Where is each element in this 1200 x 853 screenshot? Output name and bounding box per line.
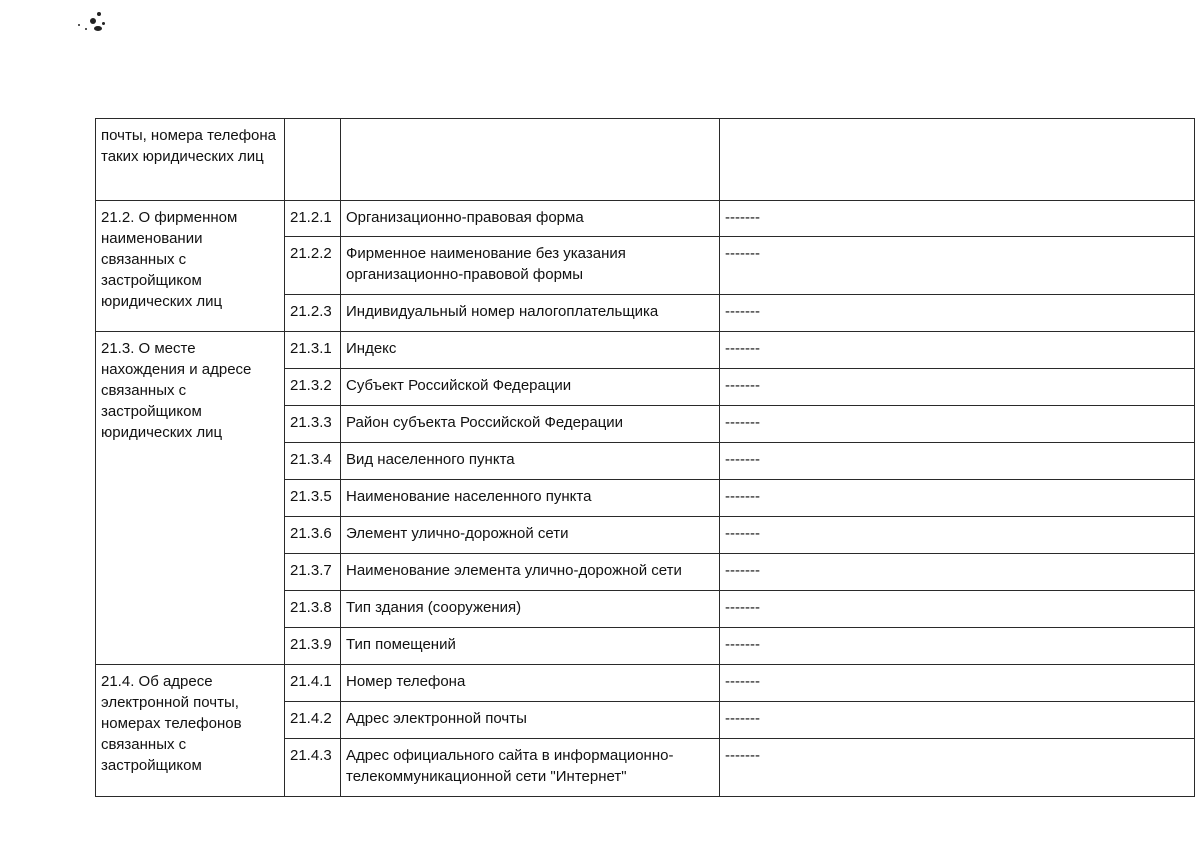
- name-cell: Фирменное наименование без указания организационно-правовой формы: [341, 237, 720, 295]
- table-row: [96, 332, 1195, 369]
- name-cell: Наименование элемента улично-дорожной сети: [341, 554, 720, 591]
- section-cell: 21.4. Об адресе электронной почты, номерах телефонов связанных с застройщиком: [96, 665, 285, 797]
- name-cell: Номер телефона: [341, 665, 720, 702]
- address-info-table: [95, 118, 1195, 797]
- section-cell: почты, номера телефона таких юридических лиц: [96, 119, 285, 201]
- value-cell: -------: [720, 628, 1195, 665]
- section-cell: 21.3. О месте нахождения и адресе связанных с застройщиком юридических лиц: [96, 332, 285, 665]
- code-cell: 21.4.2: [285, 702, 341, 739]
- value-cell: -------: [720, 369, 1195, 406]
- code-cell: 21.3.3: [285, 406, 341, 443]
- name-cell: Индивидуальный номер налогоплательщика: [341, 295, 720, 332]
- code-cell: 21.3.6: [285, 517, 341, 554]
- code-cell: 21.4.1: [285, 665, 341, 702]
- name-cell: [341, 119, 720, 201]
- value-cell: -------: [720, 739, 1195, 797]
- name-cell: Субъект Российской Федерации: [341, 369, 720, 406]
- scan-speck: [78, 24, 80, 26]
- name-cell: Элемент улично-дорожной сети: [341, 517, 720, 554]
- section-cell: 21.2. О фирменном наименовании связанных с застройщиком юридических лиц: [96, 201, 285, 332]
- table-row: [96, 119, 1195, 201]
- code-cell: [285, 119, 341, 201]
- code-cell: 21.3.2: [285, 369, 341, 406]
- code-cell: 21.2.3: [285, 295, 341, 332]
- name-cell: Адрес официального сайта в информационно-телекоммуникационной сети "Интернет": [341, 739, 720, 797]
- scan-speck: [97, 12, 101, 16]
- code-cell: 21.2.1: [285, 201, 341, 237]
- code-cell: 21.3.4: [285, 443, 341, 480]
- code-cell: 21.3.7: [285, 554, 341, 591]
- scan-speck: [90, 18, 96, 24]
- value-cell: -------: [720, 665, 1195, 702]
- name-cell: Вид населенного пункта: [341, 443, 720, 480]
- code-cell: 21.3.9: [285, 628, 341, 665]
- name-cell: Индекс: [341, 332, 720, 369]
- table-row: [96, 665, 1195, 702]
- table-row: [96, 201, 1195, 237]
- name-cell: Организационно-правовая форма: [341, 201, 720, 237]
- name-cell: Адрес электронной почты: [341, 702, 720, 739]
- code-cell: 21.2.2: [285, 237, 341, 295]
- name-cell: Тип помещений: [341, 628, 720, 665]
- value-cell: -------: [720, 406, 1195, 443]
- value-cell: -------: [720, 237, 1195, 295]
- code-cell: 21.4.3: [285, 739, 341, 797]
- value-cell: [720, 119, 1195, 201]
- scan-speck: [102, 22, 105, 25]
- code-cell: 21.3.5: [285, 480, 341, 517]
- value-cell: -------: [720, 554, 1195, 591]
- value-cell: -------: [720, 480, 1195, 517]
- code-cell: 21.3.8: [285, 591, 341, 628]
- scan-speck: [94, 26, 102, 31]
- name-cell: Наименование населенного пункта: [341, 480, 720, 517]
- value-cell: -------: [720, 295, 1195, 332]
- value-cell: -------: [720, 517, 1195, 554]
- value-cell: -------: [720, 591, 1195, 628]
- value-cell: -------: [720, 201, 1195, 237]
- value-cell: -------: [720, 332, 1195, 369]
- scan-speck: [85, 28, 87, 30]
- name-cell: Район субъекта Российской Федерации: [341, 406, 720, 443]
- value-cell: -------: [720, 443, 1195, 480]
- name-cell: Тип здания (сооружения): [341, 591, 720, 628]
- code-cell: 21.3.1: [285, 332, 341, 369]
- value-cell: -------: [720, 702, 1195, 739]
